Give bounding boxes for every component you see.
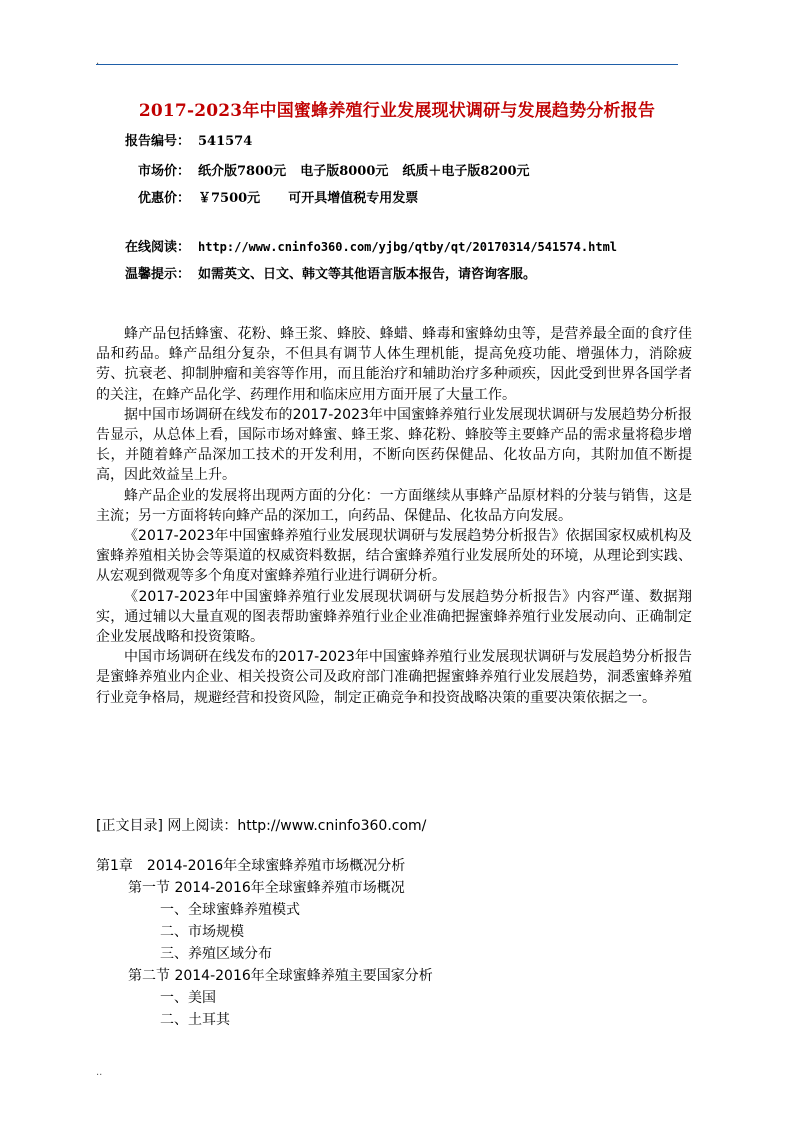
report-number-label: 报告编号：	[124, 134, 190, 149]
price-row	[108, 160, 530, 179]
toc-item: 一、全球蜜蜂养殖模式	[160, 902, 300, 918]
body-paragraph: 中国市场调研在线发布的2017-2023年中国蜜蜂养殖行业发展现状调研与发展趋势分析报告是蜜蜂养殖业内企业、相关投资公司及政府部门准确把握蜜蜂养殖行业发展趋势，洞悉蜜蜂养殖行业竞争格局，规避经营和投资风险，制定正确竞争和投资战略决策的重要决策依据之一。	[96, 649, 692, 706]
toc-chapter: 第1章 2014-2016年全球蜜蜂养殖市场概况分析	[96, 858, 406, 874]
online-url-link[interactable]: http://www.cninfo360.com/yjbg/qtby/qt/20170314/541574.html	[198, 240, 618, 254]
notice-text: 如需英文、日文、韩文等其他语言版本报告，请咨询客服。	[198, 267, 537, 282]
report-title: 2017-2023年中国蜜蜂养殖行业发展现状调研与发展趋势分析报告	[138, 101, 656, 121]
invoice-note: 可开具增值税专用发票	[288, 191, 419, 206]
toc-item: 二、土耳其	[160, 1012, 230, 1028]
toc-online-link[interactable]: [正文目录] 网上阅读：http://www.cninfo360.com/	[96, 818, 427, 834]
price-paper: 纸介版7800元	[198, 164, 287, 179]
body-paragraph: 蜂产品企业的发展将出现两方面的分化：一方面继续从事蜂产品原材料的分装与销售，这是主流；另一方面将转向蜂产品的深加工，向药品、保健品、化妆品方向发展。	[96, 487, 692, 524]
notice-label: 温馨提示：	[124, 267, 190, 282]
body-paragraph: 《2017-2023年中国蜜蜂养殖行业发展现状调研与发展趋势分析报告》内容严谨、数据翔实，通过辅以大量直观的图表帮助蜜蜂养殖行业企业准确把握蜜蜂养殖行业发展动向、正确制定企业发展战略和投资策略。	[96, 588, 692, 646]
price-both: 纸质＋电子版8200元	[402, 164, 530, 179]
header-rule	[96, 64, 678, 65]
body-paragraph: 据中国市场调研在线发布的2017-2023年中国蜜蜂养殖行业发展现状调研与发展趋势分析报告显示，从总体上看，国际市场对蜂蜜、蜂王浆、蜂花粉、蜂胶等主要蜂产品的需求量将稳步增长，并随着蜂产品深加工技术的开发利用，不断向医药保健品、化妆品方向，其附加值不断提高，因此效益呈上升。	[96, 406, 692, 484]
toc-item: 一、美国	[160, 990, 216, 1006]
price-label: 市场价：	[137, 164, 190, 179]
report-number-row	[108, 130, 252, 149]
header-mark: .	[96, 56, 100, 67]
body-paragraph: 蜂产品包括蜂蜜、花粉、蜂王浆、蜂胶、蜂蜡、蜂毒和蜜蜂幼虫等，是营养最全面的食疗佳品和药品。蜂产品组分复杂，不但具有调节人体生理机能，提高免疫功能、增强体力，消除疲劳、抗衰老、抑制肿瘤和美容等作用，而且能治疗和辅助治疗多种顽疾，因此受到世界各国学者的关注，在蜂产品化学、药理作用和临床应用方面开展了大量工作。	[96, 326, 692, 403]
online-row	[108, 236, 617, 255]
discount-label: 优惠价：	[137, 191, 190, 206]
toc-item: 三、养殖区域分布	[160, 946, 272, 962]
report-number: 541574	[198, 134, 253, 149]
body-paragraph: 《2017-2023年中国蜜蜂养殖行业发展现状调研与发展趋势分析报告》依据国家权威机构及蜜蜂养殖相关协会等渠道的权威资料数据，结合蜜蜂养殖行业发展所处的环境，从理论到实践、从宏观到微观等多个角度对蜜蜂养殖行业进行调研分析。	[96, 528, 692, 585]
toc-section: 第二节 2014-2016年全球蜜蜂养殖主要国家分析	[128, 968, 433, 984]
toc-section: 第一节 2014-2016年全球蜜蜂养殖市场概况	[128, 880, 405, 896]
toc-item: 二、市场规模	[160, 924, 244, 940]
discount-row	[108, 187, 418, 206]
report-body	[96, 324, 692, 708]
online-label: 在线阅读：	[124, 240, 190, 255]
price-digital: 电子版8000元	[300, 164, 389, 179]
notice-row	[108, 263, 536, 282]
discount-price: ￥7500元	[198, 191, 261, 206]
footer-mark: ..	[96, 1067, 103, 1078]
